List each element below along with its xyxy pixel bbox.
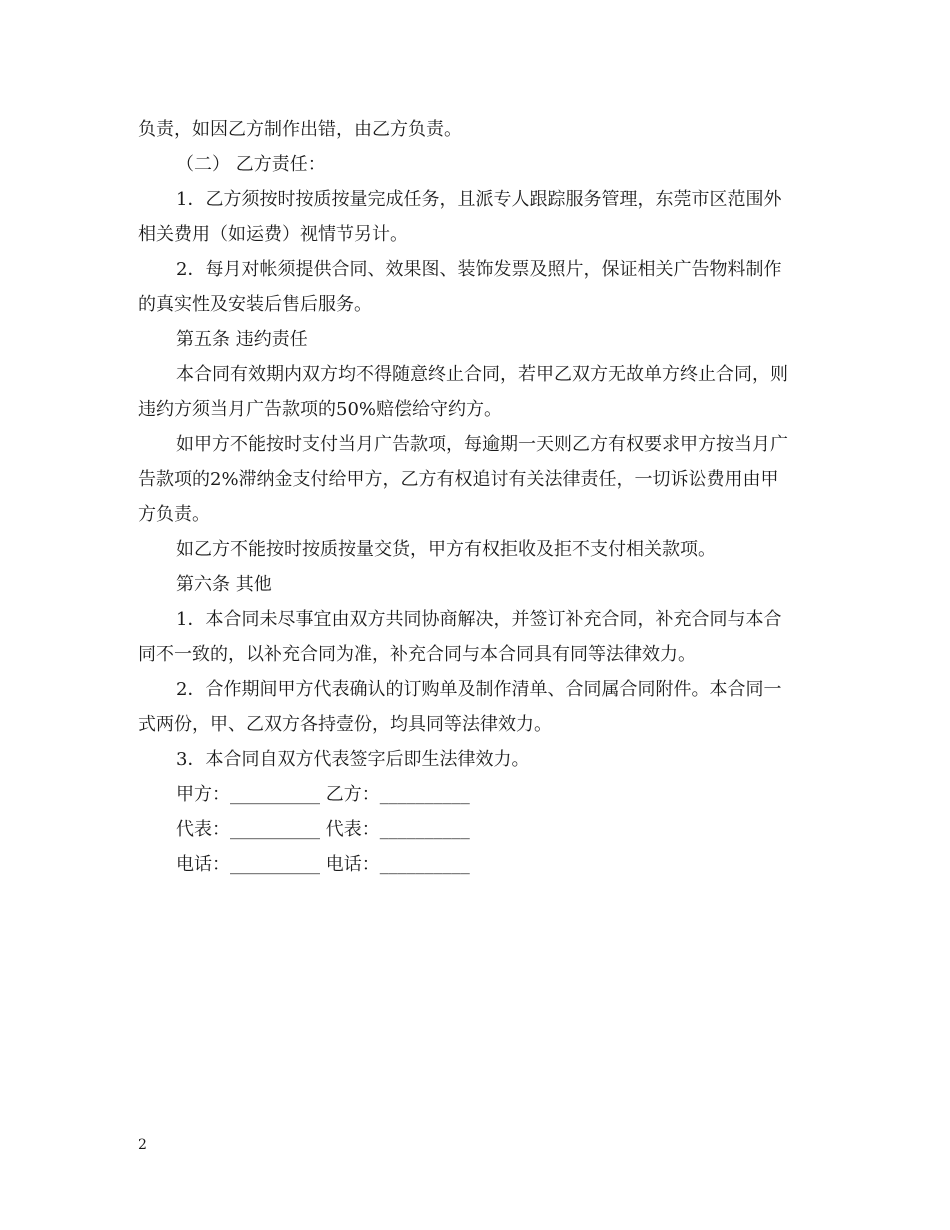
section-heading: （二） 乙方责任： — [176, 154, 326, 175]
article-heading: 第五条 违约责任 — [176, 329, 308, 350]
signature-line-party: 甲方：__________ 乙方：__________ — [176, 784, 470, 805]
paragraph-line: 违约方须当月广告款项的50%赔偿给守约方。 — [138, 399, 503, 420]
paragraph-line: 同不一致的，以补充合同为准，补充合同与本合同具有同等法律效力。 — [138, 644, 696, 665]
paragraph-line: 1．本合同未尽事宜由双方共同协商解决，并签订补充合同，补充合同与本合 — [176, 609, 782, 630]
paragraph-line: 相关费用（如运费）视情节另计。 — [138, 224, 408, 245]
paragraph-line: 3．本合同自双方代表签字后即生法律效力。 — [176, 749, 530, 770]
paragraph-line: 式两份，甲、乙双方各持壹份，均具同等法律效力。 — [138, 714, 552, 735]
signature-line-representative: 代表：__________ 代表：__________ — [176, 819, 470, 840]
signature-line-phone: 电话：__________ 电话：__________ — [176, 854, 470, 875]
paragraph-line: 本合同有效期内双方均不得随意终止合同，若甲乙双方无故单方终止合同，则 — [176, 364, 788, 385]
paragraph-line: 方负责。 — [138, 504, 210, 525]
paragraph-line: 的真实性及安装后售后服务。 — [138, 294, 372, 315]
article-heading: 第六条 其他 — [176, 574, 272, 595]
page-number: 2 — [138, 1137, 147, 1153]
paragraph-line: 如乙方不能按时按质按量交货，甲方有权拒收及拒不支付相关款项。 — [176, 539, 716, 560]
paragraph-line: 1．乙方须按时按质按量完成任务，且派专人跟踪服务管理，东莞市区范围外 — [176, 189, 782, 210]
paragraph-line: 2．每月对帐须提供合同、效果图、装饰发票及照片，保证相关广告物料制作 — [176, 259, 782, 280]
paragraph-line: 告款项的2%滞纳金支付给甲方，乙方有权追讨有关法律责任，一切诉讼费用由甲 — [138, 469, 779, 490]
paragraph-line: 如甲方不能按时支付当月广告款项，每逾期一天则乙方有权要求甲方按当月广 — [176, 434, 788, 455]
paragraph-line: 负责，如因乙方制作出错，由乙方负责。 — [138, 119, 462, 140]
paragraph-line: 2．合作期间甲方代表确认的订购单及制作清单、合同属合同附件。本合同一 — [176, 679, 782, 700]
